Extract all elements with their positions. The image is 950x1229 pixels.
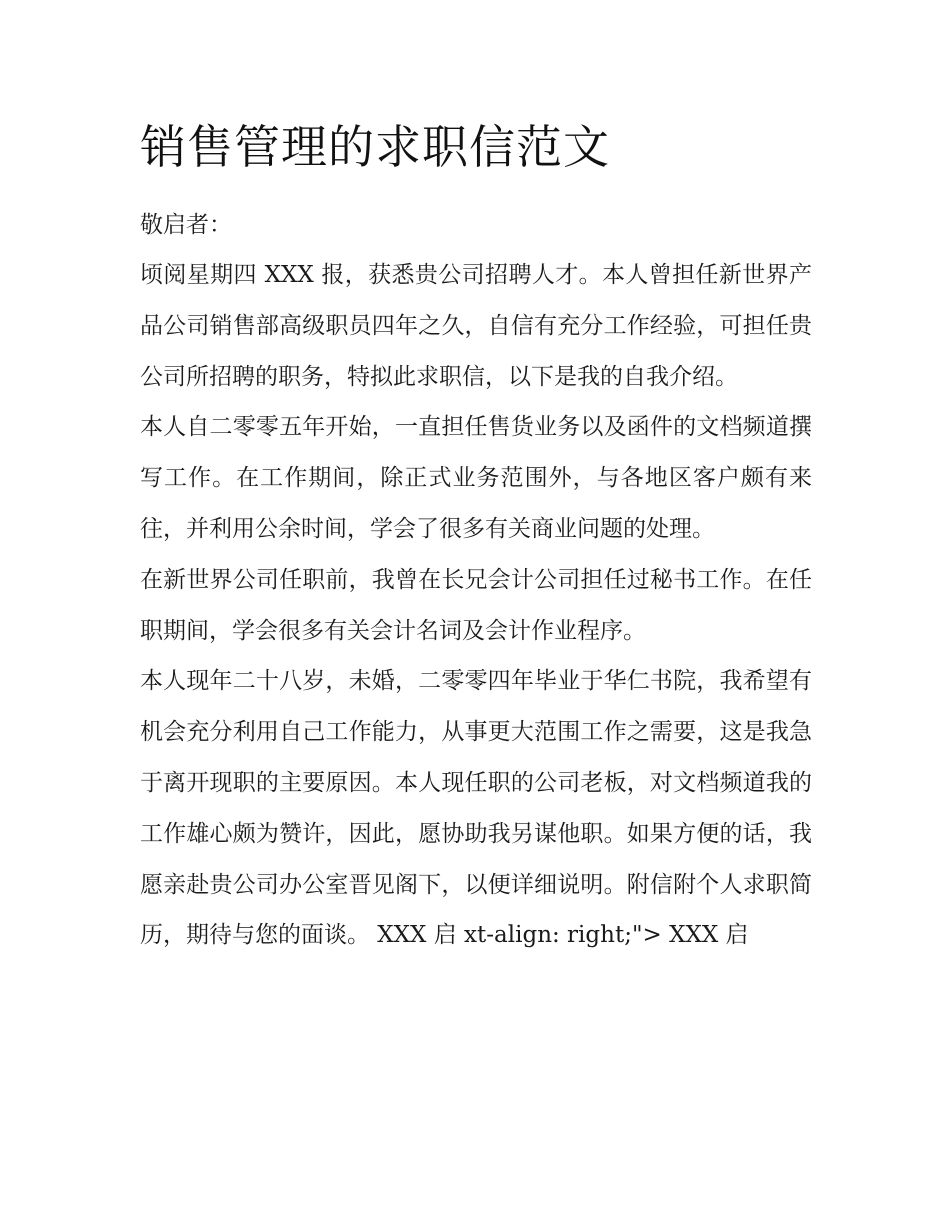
paragraph-closing: 本人现年二十八岁，未婚，二零零四年毕业于华仁书院，我希望有机会充分利用自己工作能力，从事更大范围工作之需要，这是我急于离开现职的主要原因。本人现任职的公司老板，对文档频道我的工作雄心颇为赞许，因此，愿协助我另谋他职。如果方便的话，我愿亲赴贵公司办公室晋见阁下，以便详细说明。附信附个人求职简历，期待与您的面谈。 XXX 启 xt-align: right;"> XXX 启 (140, 668, 812, 949)
paragraph-prior-job: 在新世界公司任职前，我曾在长兄会计公司担任过秘书工作。在任职期间，学会很多有关会计名词及会计作业程序。 (140, 566, 812, 644)
document-title: 销售管理的求职信范文 (140, 120, 610, 174)
paragraph-experience: 本人自二零零五年开始，一直担任售货业务以及函件的文档频道撰写工作。在工作期间，除正式业务范围外，与各地区客户颇有来往，并利用公余时间，学会了很多有关商业问题的处理。 (140, 414, 812, 542)
paragraph-intro: 顷阅星期四 XXX 报，获悉贵公司招聘人才。本人曾担任新世界产品公司销售部高级职员四年之久，自信有充分工作经验，可担任贵公司所招聘的职务，特拟此求职信，以下是我的自我介绍。 (140, 262, 812, 390)
salutation: 敬启者： (140, 212, 232, 238)
letter-page (140, 112, 812, 961)
